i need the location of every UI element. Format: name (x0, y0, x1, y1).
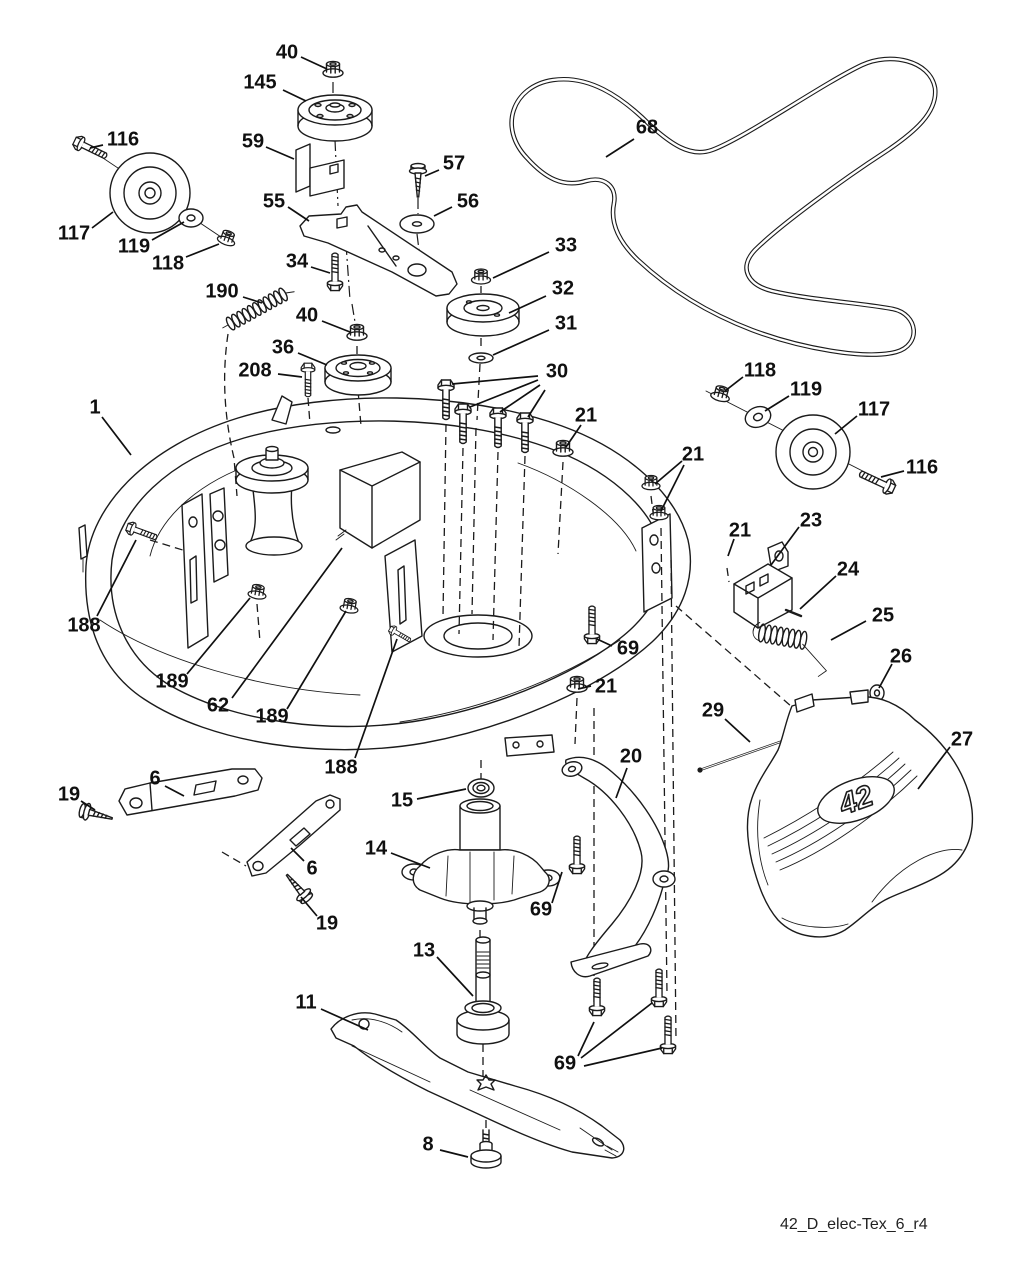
part-label-189: 189 (255, 705, 289, 728)
leader-line-21 (655, 461, 682, 484)
leader-line-30 (452, 376, 538, 384)
part-label-189: 189 (155, 670, 189, 693)
part-label-32: 32 (551, 277, 575, 300)
part-label-57: 57 (442, 152, 466, 175)
caster-nut-118-right (710, 384, 732, 403)
part-label-62: 62 (206, 694, 230, 717)
leader-line-21 (728, 539, 734, 556)
leader-line-26 (879, 664, 892, 688)
part-label-40: 40 (275, 41, 299, 64)
idler-spring-25 (747, 622, 832, 678)
part-label-33: 33 (554, 234, 578, 257)
leader-line-33 (493, 252, 549, 278)
part-label-21: 21 (594, 675, 618, 698)
washer-31 (469, 353, 493, 363)
part-label-21: 21 (574, 404, 598, 427)
leader-line-25 (831, 621, 866, 640)
drive-belt (512, 59, 936, 355)
leader-line-56 (434, 207, 452, 216)
leader-line-145 (283, 90, 306, 101)
leader-line-1 (102, 417, 131, 455)
part-label-116: 116 (905, 456, 939, 479)
part-label-118: 118 (151, 252, 185, 275)
part-label-14: 14 (364, 837, 388, 860)
leader-line-30 (528, 390, 545, 417)
part-label-19: 19 (57, 783, 81, 806)
screw-19-left (78, 802, 115, 827)
leader-line-208 (278, 374, 302, 377)
part-label-6: 6 (149, 767, 161, 790)
part-label-34: 34 (285, 250, 309, 273)
part-label-20: 20 (619, 745, 643, 768)
part-label-25: 25 (871, 604, 895, 627)
caster-washer-119-right (742, 403, 773, 431)
nut-21-d (567, 676, 587, 692)
part-label-21: 21 (728, 519, 752, 542)
part-label-56: 56 (456, 190, 480, 213)
screw-57 (410, 164, 427, 198)
leader-line-34 (311, 267, 330, 273)
leader-line-119 (765, 396, 789, 411)
idler-bracket-59 (296, 144, 344, 196)
deck-housing (79, 396, 690, 756)
part-label-15: 15 (390, 789, 414, 812)
idler-arm-55 (300, 205, 457, 296)
part-label-119: 119 (117, 235, 151, 258)
cover-size-badge: 42 (834, 779, 878, 822)
part-label-24: 24 (836, 558, 860, 581)
suspension-bracket-6-right (247, 795, 340, 876)
spindle-shaft-13 (457, 937, 509, 1044)
leader-line-6 (291, 848, 304, 861)
discharge-cover-27 (747, 690, 972, 937)
part-label-23: 23 (799, 509, 823, 532)
part-label-29: 29 (701, 699, 725, 722)
part-label-69: 69 (616, 637, 640, 660)
part-label-208: 208 (238, 359, 272, 382)
suspension-bracket-6-left (119, 769, 262, 815)
part-label-118: 118 (743, 359, 777, 382)
part-label-188: 188 (324, 756, 358, 779)
part-label-27: 27 (950, 728, 974, 751)
nut-33 (472, 269, 491, 284)
pulley-32 (447, 294, 519, 336)
nut-40-idler (347, 324, 367, 340)
part-label-55: 55 (262, 190, 286, 213)
bolt-208 (301, 363, 315, 397)
part-label-117: 117 (57, 222, 91, 245)
bolt-34 (327, 253, 342, 291)
part-label-6: 6 (306, 857, 318, 880)
leader-line-13 (437, 957, 473, 996)
front-left-caster-group (71, 134, 238, 247)
flat-idler-pulley-145 (298, 61, 372, 141)
leader-line-24 (800, 576, 836, 609)
part-label-19: 19 (315, 912, 339, 935)
nut-21-a (553, 440, 573, 456)
part-label-119: 119 (789, 378, 823, 401)
leader-line-40 (301, 57, 327, 69)
part-label-145: 145 (243, 71, 277, 94)
part-label-13: 13 (412, 939, 436, 962)
engagement-bracket-23 (734, 542, 792, 628)
leader-line-55 (288, 207, 309, 221)
part-label-21: 21 (681, 443, 705, 466)
leader-line-117 (92, 212, 113, 228)
leader-line-21 (661, 465, 684, 511)
leader-line-15 (417, 789, 466, 799)
part-label-59: 59 (241, 130, 265, 153)
pin-24 (786, 610, 801, 616)
caster-washer-119-left (179, 209, 203, 227)
leader-line-68 (606, 139, 634, 157)
caster-nut-118-left (216, 228, 238, 248)
part-label-40: 40 (295, 304, 319, 327)
part-label-190: 190 (205, 280, 239, 303)
part-label-68: 68 (635, 116, 659, 139)
caster-bolt-116-right (857, 466, 897, 496)
leader-line-69 (578, 1022, 594, 1056)
leader-line-40 (322, 321, 350, 332)
leader-line-69 (584, 1048, 662, 1066)
part-label-69: 69 (553, 1052, 577, 1075)
leader-line-59 (266, 147, 294, 159)
washer-56 (400, 215, 434, 233)
part-label-8: 8 (422, 1133, 434, 1156)
mower-blade-11 (331, 1013, 624, 1158)
part-label-11: 11 (295, 991, 317, 1014)
part-label-1: 1 (89, 396, 101, 419)
part-label-36: 36 (271, 336, 295, 359)
bearing-15 (468, 779, 494, 797)
leader-line-118 (725, 377, 743, 391)
part-label-188: 188 (67, 614, 101, 637)
idler-pulley-36 (325, 355, 391, 395)
part-label-31: 31 (554, 312, 578, 335)
blade-bolt-8 (471, 1130, 501, 1168)
leader-line-116 (881, 471, 904, 477)
part-label-117: 117 (857, 398, 891, 421)
part-label-26: 26 (889, 645, 913, 668)
leader-line-29 (725, 719, 750, 742)
leader-line-118 (186, 244, 219, 257)
part-label-30: 30 (545, 360, 569, 383)
figure-code: 42_D_elec-Tex_6_r4 (780, 1216, 928, 1233)
nut-21-c (650, 506, 668, 520)
leader-line-8 (440, 1150, 468, 1157)
part-label-116: 116 (106, 128, 140, 151)
part-label-69: 69 (529, 898, 553, 921)
